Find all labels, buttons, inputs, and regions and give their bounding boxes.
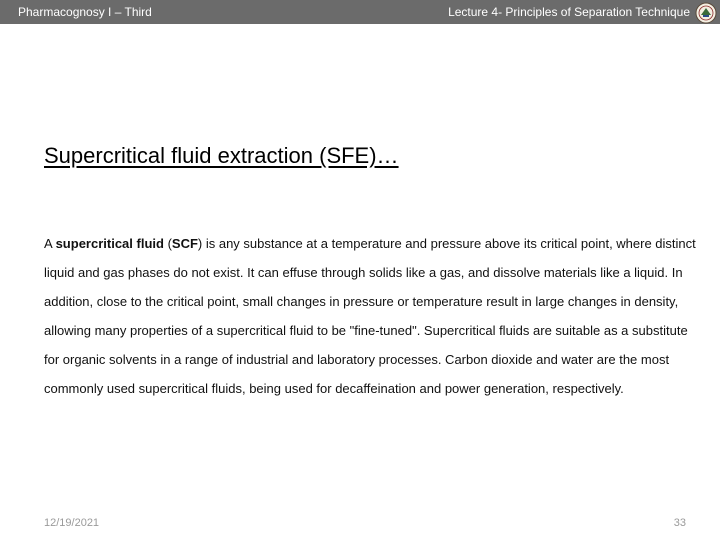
paragraph-text-2: ( [163,236,172,251]
course-title: Pharmacognosy I – Third [18,5,152,19]
lecture-title: Lecture 4- Principles of Separation Technique [448,5,690,19]
paragraph-text-1: A [44,236,56,251]
term-supercritical-fluid: supercritical fluid [55,236,164,251]
header-bar [0,0,720,24]
footer-date: 12/19/2021 [44,517,100,529]
term-abbreviation: SCF [171,236,198,251]
body-paragraph [44,229,704,403]
university-seal-icon [694,2,718,24]
page-number: 33 [673,517,686,529]
slide-title: Supercritical fluid extraction (SFE)… [44,143,399,168]
paragraph-text-3: ) is any substance at a temperature and pressure above its critical point, where distinct liquid and gas phases do not exist. It can effuse through solids like a gas, and dissolve materials like a liquid. In addition, close to the critical point, small changes in pressure or temperature result in large changes in density, allowing many properties of a supercritical fluid to be "fine-tuned". Supercritical fluids are suitable as a substitute for organic solvents in a range of industrial and laboratory processes. Carbon dioxide and water are the most commonly used supercritical fluids, being used for decaffeination and power generation, respectively. [44,236,696,396]
